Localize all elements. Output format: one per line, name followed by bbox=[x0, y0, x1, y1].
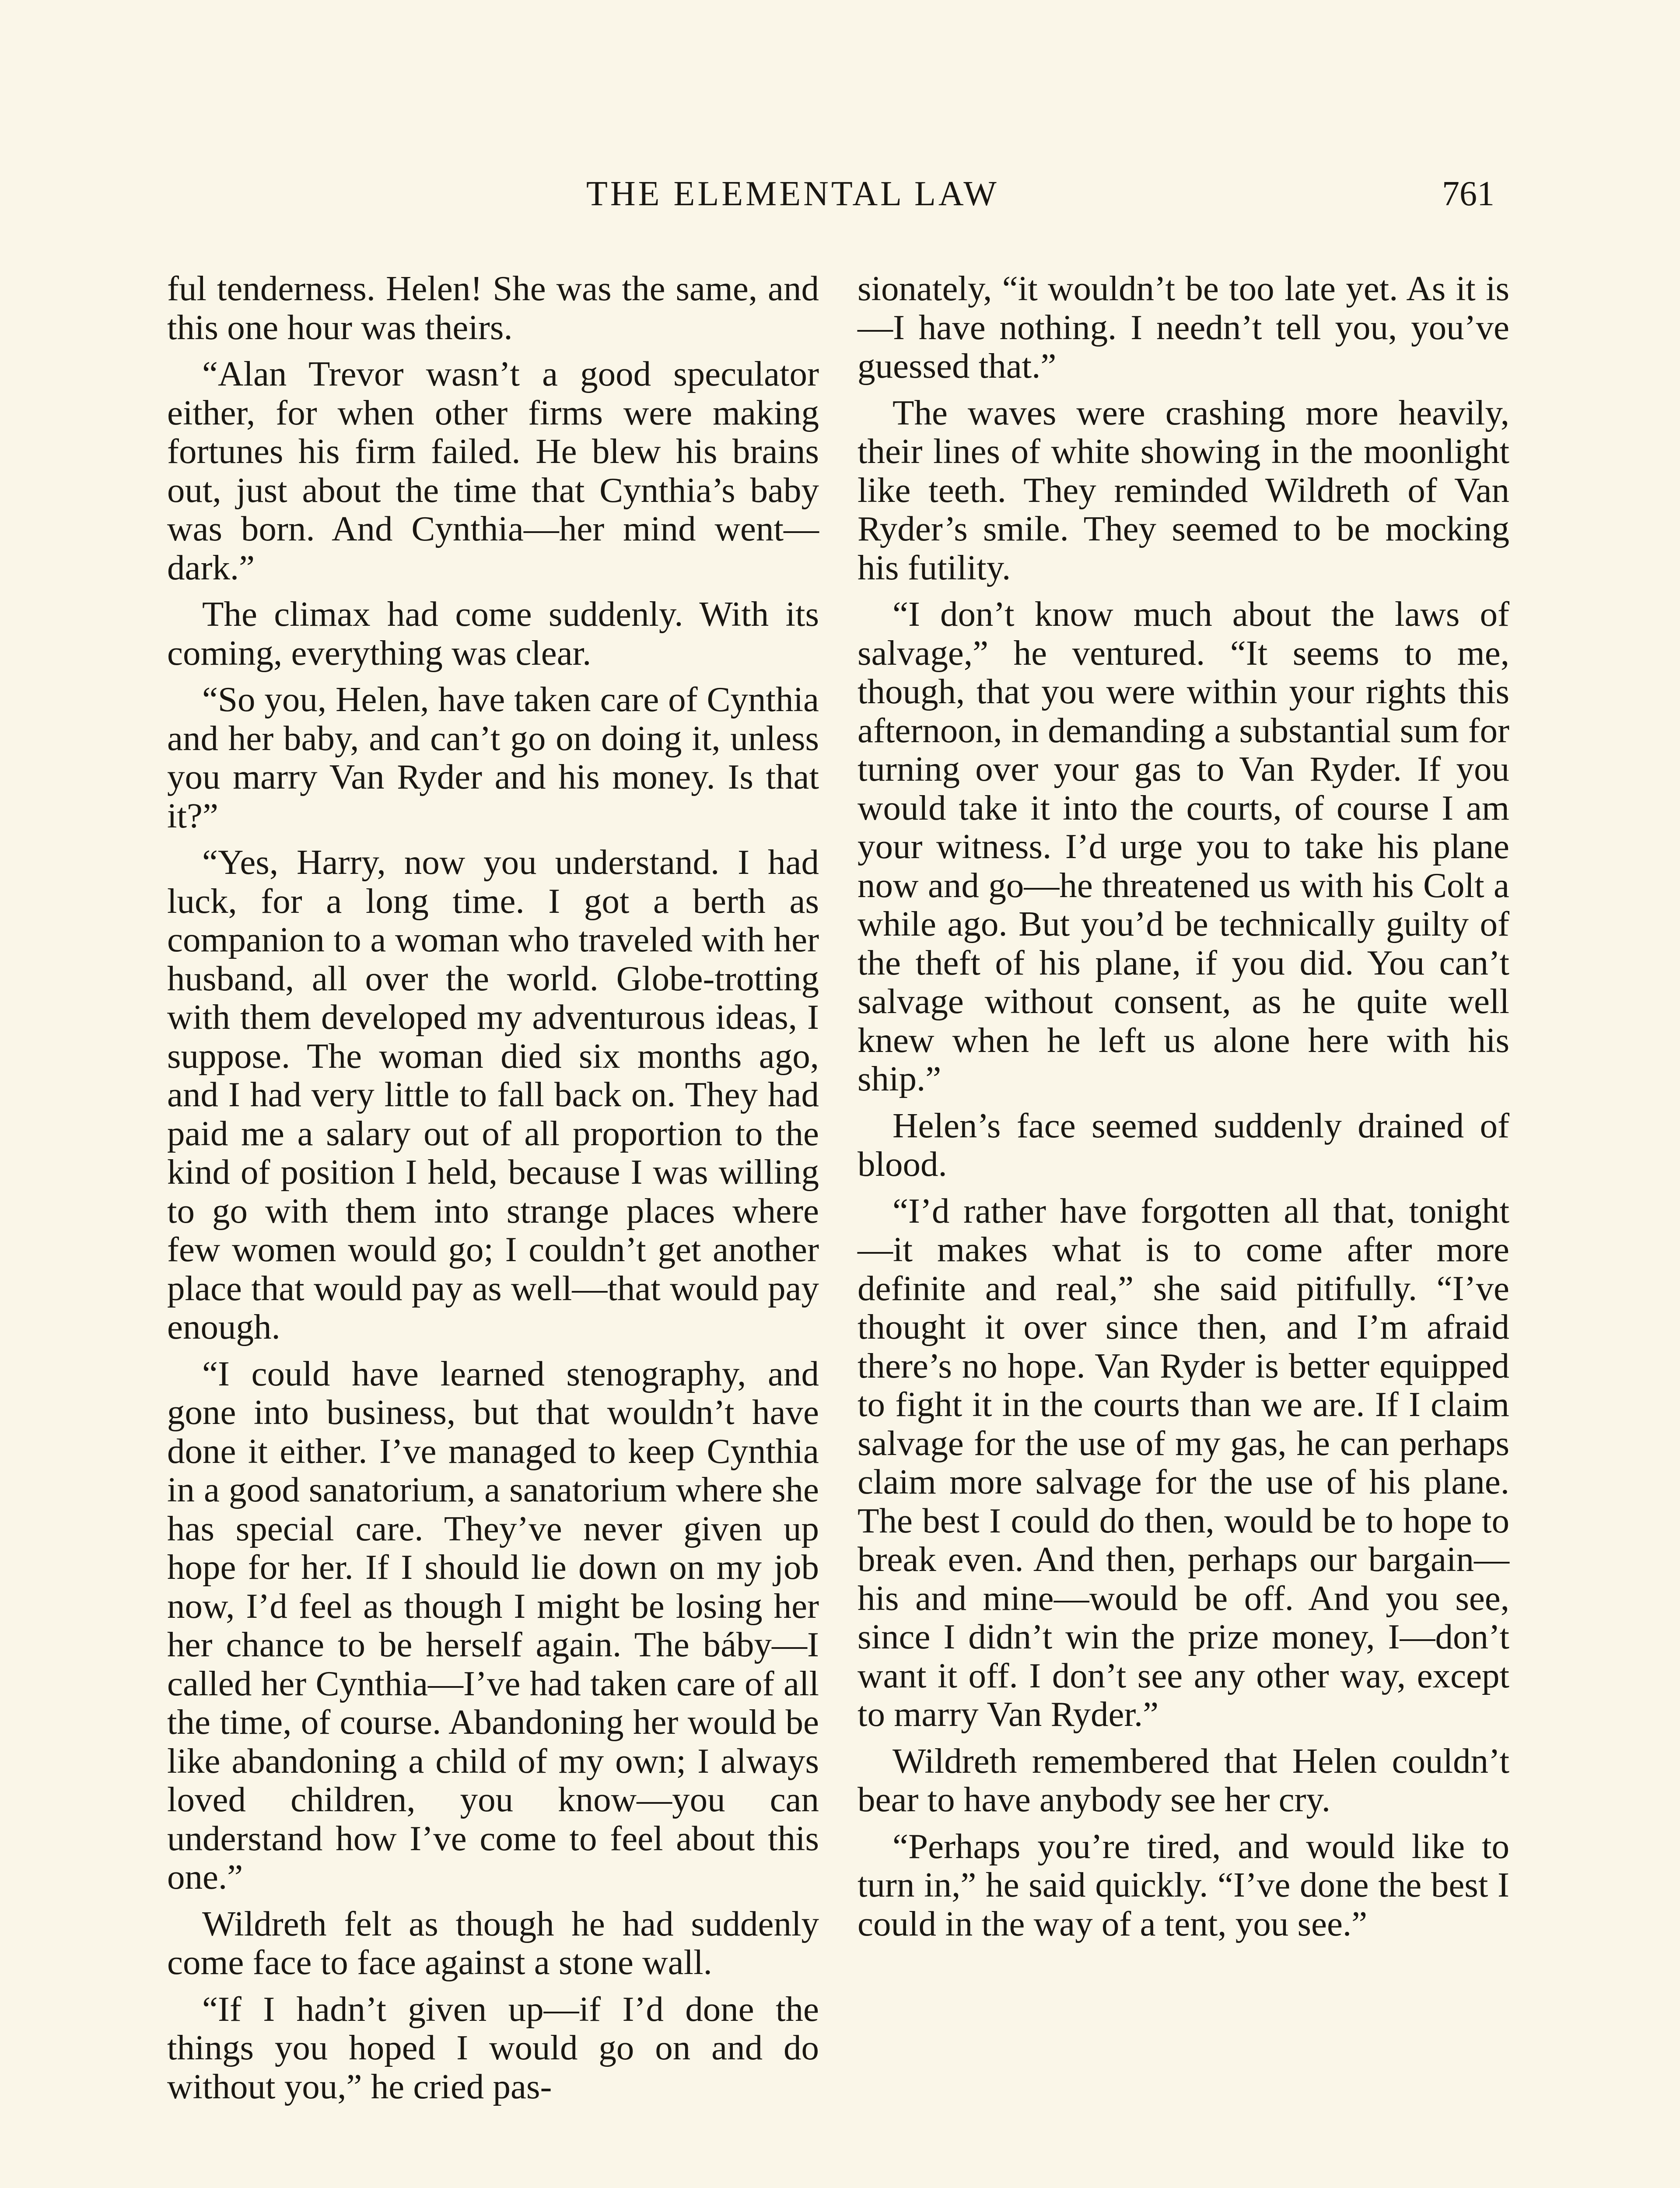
paragraph: sionately, “it wouldn’t be too late yet. As it is—I have nothing. I needn’t tell you, you’ve guessed that.” bbox=[858, 269, 1509, 386]
paragraph: “If I hadn’t given up—if I’d done the things you hoped I would go on and do without you,” he cried pas- bbox=[167, 1989, 819, 2106]
paragraph: “Yes, Harry, now you understand. I had luck, for a long time. I got a berth as companion to a woman who traveled with her husband, all over the world. Globe-trotting with them developed my adventurous ideas, I suppose. The woman died six months ago, and I had very little to fall back on. They had paid me a salary out of all proportion to the kind of position I held, because I was willing to go with them into strange places where few women would go; I couldn’t get another place that would pay as well—that would pay enough. bbox=[167, 842, 819, 1346]
paragraph: “I don’t know much about the laws of salvage,” he ventured. “It seems to me, though, that you were within your rights this afternoon, in demanding a substantial sum for turning over your gas to Van Ryder. If you would take it into the courts, of course I am your witness. I’d urge you to take his plane now and go—he threatened us with his Colt a while ago. But you’d be technically guilty of the theft of his plane, if you did. You can’t salvage without consent, as he quite well knew when he left us alone here with his ship.” bbox=[858, 594, 1509, 1098]
paragraph: “I could have learned stenography, and gone into business, but that wouldn’t have done it either. I’ve managed to keep Cynthia in a good sanatorium, a sanatorium where she has special care. They’ve never given up hope for her. If I should lie down on my job now, I’d feel as though I might be losing her her chance to be herself again. The báby—I called her Cynthia—I’ve had taken care of all the time, of course. Abandoning her would be like abandoning a child of my own; I always loved children, you know—you can understand how I’ve come to feel about this one.” bbox=[167, 1353, 819, 1897]
paragraph: ful tenderness. Helen! She was the same, and this one hour was theirs. bbox=[167, 269, 819, 347]
right-column bbox=[858, 269, 1509, 1951]
paragraph: “So you, Helen, have taken care of Cynthia and her baby, and can’t go on doing it, unless you marry Van Ryder and his money. Is that it?” bbox=[167, 680, 819, 835]
paragraph: “Alan Trevor wasn’t a good speculator either, for when other firms were making fortunes his firm failed. He blew his brains out, just about the time that Cynthia’s baby was born. And Cynthia—her mind went—dark.” bbox=[167, 354, 819, 587]
paragraph: Wildreth remembered that Helen couldn’t bear to have anybody see her cry. bbox=[858, 1741, 1509, 1819]
paragraph: “I’d rather have forgotten all that, tonight—it makes what is to come after more definite and real,” she said pitifully. “I’ve thought it over since then, and I’m afraid there’s no hope. Van Ryder is better equipped to fight it in the courts than we are. If I claim salvage for the use of my gas, he can perhaps claim more salvage for the use of his plane. The best I could do then, would be to hope to break even. And then, perhaps our bargain—his and mine—would be off. And you see, since I didn’t win the prize money, I—don’t want it off. I don’t see any other way, except to marry Van Ryder.” bbox=[858, 1191, 1509, 1734]
paragraph: “Perhaps you’re tired, and would like to turn in,” he said quickly. “I’ve done the best I could in the way of a tent, you see.” bbox=[858, 1826, 1509, 1943]
paragraph: Wildreth felt as though he had suddenly come face to face against a stone wall. bbox=[167, 1904, 819, 1982]
paragraph: The waves were crashing more heavily, their lines of white showing in the moonlight like teeth. They reminded Wildreth of Van Ryder’s smile. They seemed to be mocking his futility. bbox=[858, 393, 1509, 587]
paragraph: The climax had come suddenly. With its coming, everything was clear. bbox=[167, 594, 819, 673]
page-number: 761 bbox=[1442, 175, 1494, 213]
running-header-title: THE ELEMENTAL LAW bbox=[586, 175, 999, 213]
paragraph: Helen’s face seemed suddenly drained of blood. bbox=[858, 1105, 1509, 1184]
left-column bbox=[167, 269, 819, 2114]
